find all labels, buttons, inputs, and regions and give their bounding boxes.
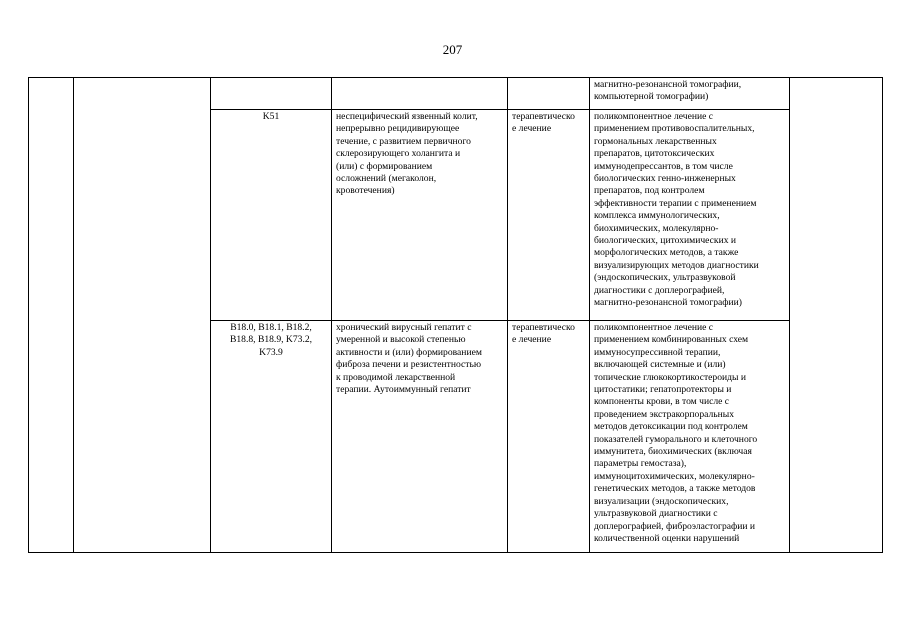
diagnosis-text: хронический вирусный гепатит с умеренной и высокой степенью активности и (или) формированием фиброза печени и резистентностью к проводимой лекарственной терапии. Аутоиммунный гепатит xyxy=(336,322,482,396)
name-cell xyxy=(74,78,211,553)
diagnosis-cell xyxy=(332,110,508,321)
code-cell xyxy=(211,78,332,110)
table-row xyxy=(29,78,883,110)
treatment-type-text: терапевтическо е лечение xyxy=(512,322,575,346)
cost-cell xyxy=(790,78,883,553)
diagnosis-text: неспецифический язвенный колит, непрерывно рецидивирующее течение, с развитием первичного склерозирующего холангита и (или) с формированием осложнений (мегаколон, кровотечения) xyxy=(336,111,478,197)
method-text: поликомпонентное лечение с применением комбинированных схем иммуносупрессивной терапии, включающей системные и (или) топические глюкокортикостероиды и цитостатики; гепатопротекторы и компоненты крови, в том числе с проведением экстракорпоральных методов детоксикации под контролем показателей гуморального и клеточного иммунитета, биохимических (включая параметры гемостаза), иммуноцитохимических, молекулярно- генетических методов, а также методов визуализации (эндоскопических, ультразвуковой диагностики с доплерографией, фиброэластографии и количественной оценки нарушений xyxy=(594,322,758,544)
medical-care-table xyxy=(28,77,883,553)
code-text: K51 xyxy=(262,111,280,122)
method-text: магнитно-резонансной томографии, компьютерной томографии) xyxy=(594,79,742,103)
treatment-type-cell xyxy=(508,321,590,553)
code-cell xyxy=(211,321,332,553)
method-cell xyxy=(590,321,790,553)
treatment-type-cell xyxy=(508,110,590,321)
code-cell xyxy=(211,110,332,321)
treatment-type-text: терапевтическо е лечение xyxy=(512,111,575,135)
method-text: поликомпонентное лечение с применением противовоспалительных, гормональных лекарственных препаратов, цитотоксических иммунодепрессантов, в том числе биологических генно-инженерных препаратов, под контролем эффективности терапии с применением комплекса иммунологических, биохимических, молекулярно- биологических, цитохимических и морфологических методов, а также визуализирующих методов диагностики (эндоскопических, ультразвуковой диагностики с доплерографией, магнитно-резонансной томографии) xyxy=(594,111,759,309)
index-cell xyxy=(29,78,74,553)
method-cell xyxy=(590,110,790,321)
page-number: 207 xyxy=(442,42,463,57)
code-text: B18.0, B18.1, B18.2, B18.8, B18.9, K73.2, K73.9 xyxy=(229,322,313,358)
method-cell xyxy=(590,78,790,110)
diagnosis-cell xyxy=(332,78,508,110)
treatment-type-cell xyxy=(508,78,590,110)
diagnosis-cell xyxy=(332,321,508,553)
